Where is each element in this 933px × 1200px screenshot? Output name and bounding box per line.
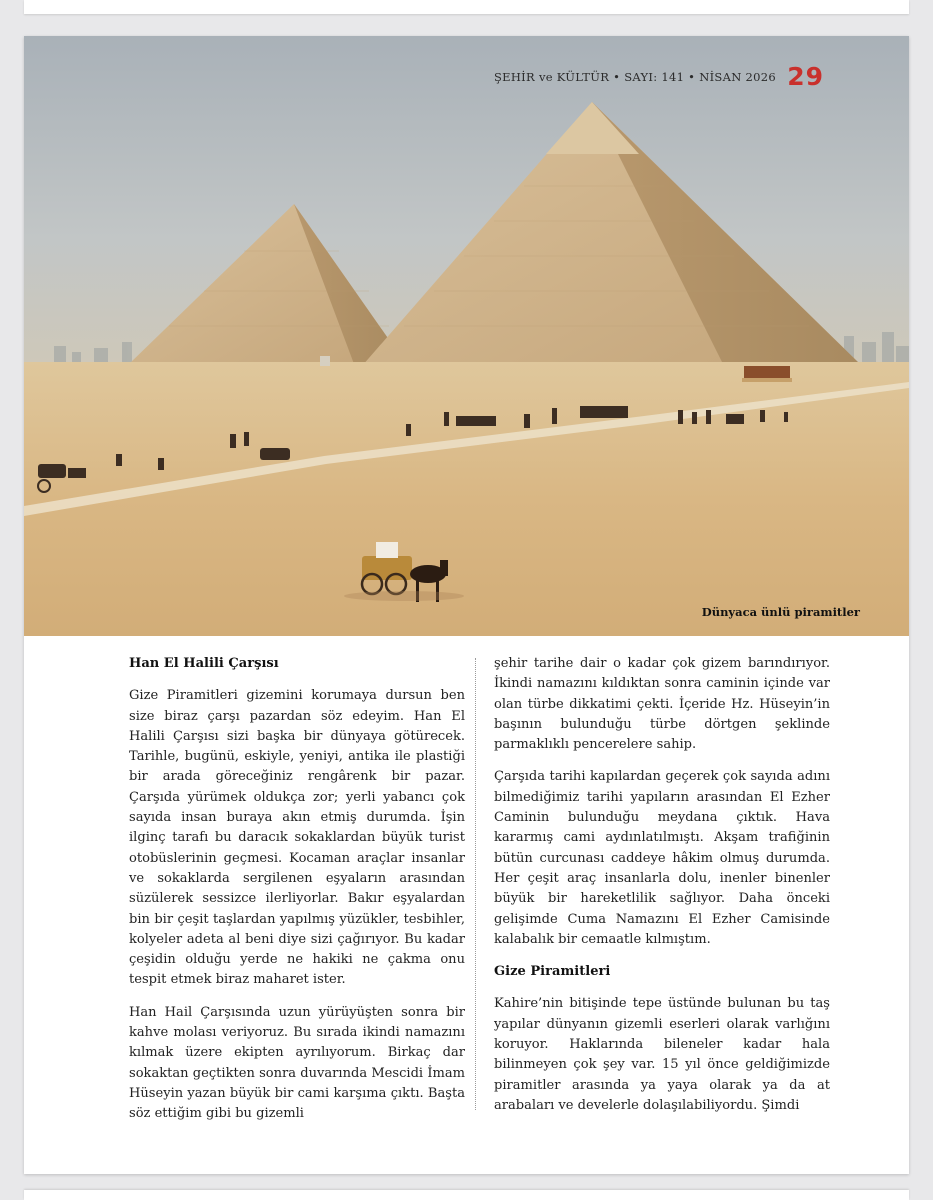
section-heading-gize-piramitleri: Gize Piramitleri (494, 964, 611, 980)
article-paragraph: Gize Piramitleri gizemini korumaya dursun ben size biraz çarşı pazardan söz edeyim. Han El Halili Çarşısı sizi başka bir dünyaya götürecek. Tarihle, bugünü, eskiyle, yeniyi, antika ile plastiği bir arada göreceğiniz rengârenk bir pazar. Çarşıda yürümek oldukça zor; yerli yabancı çok sayıda insan buraya akın etmiş durumda. İşin ilginç tarafı bu daracık sokaklardan büyük turist otobüslerinin geçmesi. Kocaman araçlar insanlar ve sokaklarda sergilenen eşyaların arasından süzülerek sessizce ilerliyorlar. Bakır eşyalardan bin bir çeşit taşlardan yapılmış yüzükler, tesbihler, kolyeler adeta al beni diye sizi çağırıyor. Bu kadar çeşidin olduğu yerde ne hakiki ne çakma onu tespit etmek biraz maharet ister. (129, 688, 465, 988)
next-page-edge (24, 1190, 909, 1200)
photo-caption: Dünyaca ünlü piramitler (701, 605, 860, 619)
article-paragraph: Çarşıda tarihi kapılardan geçerek çok sayıda adını bilmediğimiz tarihi yapıların arasından El Ezher Caminin bulunduğu meydana çıktık. Hava kararmış cami aydınlatılmıştı. Akşam trafiğinin bütün curcunası caddeye hâkim olmuş durumda. Her çeşit araç insanlarla dolu, inenler binenler büyük bir hareketlilik sağlıyor. Daha önceki gelişimde Cuma Namazını El Ezher Camisinde kalabalık bir cemaatle kılmıştım. (494, 769, 830, 947)
section-heading-han-el-halili: Han El Halili Çarşısı (129, 656, 279, 671)
article-paragraph: Han Hail Çarşısında uzun yürüyüşten sonra bir kahve molası veriyoruz. Bu sırada ikindi namazını kılmak üzere ekipten ayrılıyorum. Birkaç dar sokaktan geçtikten sonra duvarında Mescidi İmam Hüseyin yazan büyük bir cami karşıma çıktı. Başta söz ettiğim gibi bu gizemli (129, 1004, 465, 1122)
page-number: 29 (787, 62, 824, 91)
article-paragraph: Kahire’nin bitişinde tepe üstünde bulunan bu taş yapılar dünyanın gizemli eserleri olarak varlığını koruyor. Haklarında bileneler kadar hala bilinmeyen çok şey var. 15 yıl önce geldiğimizde piramitler arasında ya yaya olarak ya da at arabaları ve develerle dolaşılabiliyordu. Şimdi (494, 996, 830, 1113)
column-divider (475, 658, 476, 1110)
article-paragraph: şehir tarihe dair o kadar çok gizem barındırıyor. İkindi namazını kıldıktan sonra caminin içinde var olan türbe dikkatimi çekti. İçeride Hz. Hüseyin’in başının bulunduğu türbe dörtgen şeklinde parmaklıklı pencerelere sahip. (494, 656, 830, 753)
article-right-column (494, 654, 830, 1116)
hero-photo (24, 36, 909, 636)
magazine-page (24, 36, 909, 1174)
masthead: ŞEHİR ve KÜLTÜR • SAYI: 141 • NİSAN 2026 (493, 70, 776, 84)
article-left-column (129, 654, 465, 1125)
previous-page-edge (24, 0, 909, 14)
pyramids-illustration (24, 36, 909, 636)
